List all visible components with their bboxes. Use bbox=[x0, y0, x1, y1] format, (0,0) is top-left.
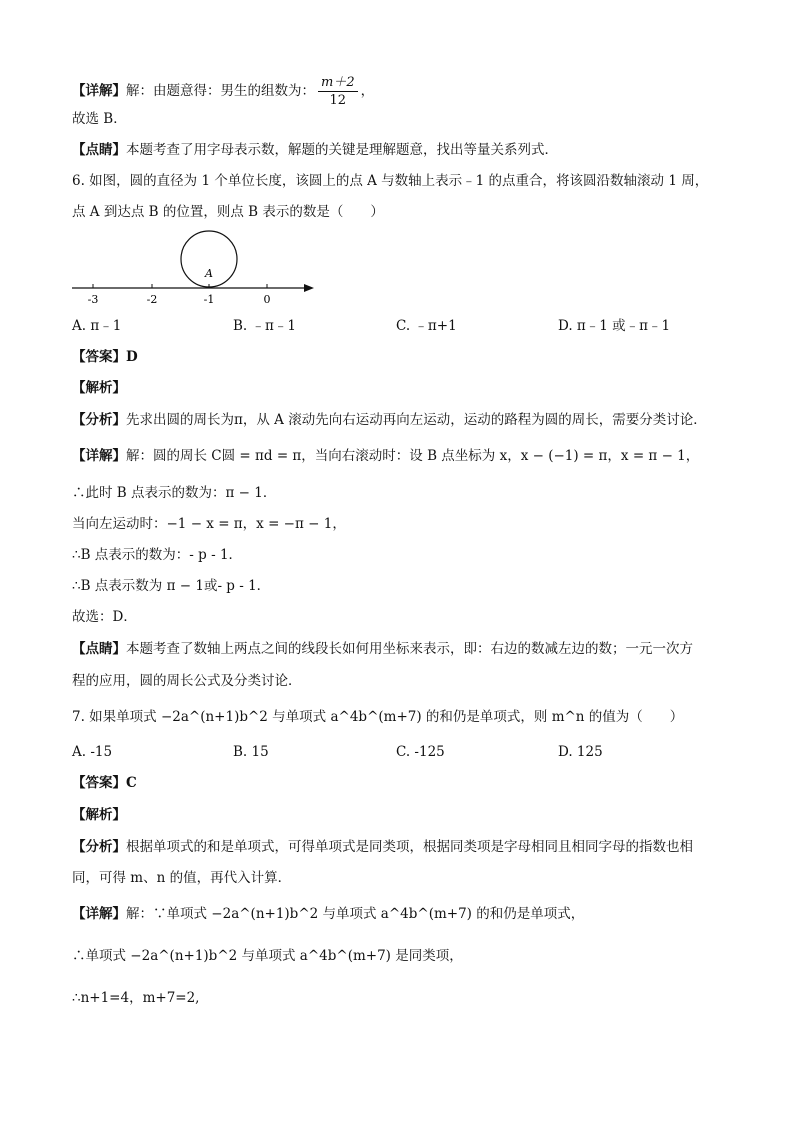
q6-step-a: ∴此时 B 点表示的数为：π − 1． bbox=[72, 485, 277, 501]
comment-tag: 【点睛】 bbox=[72, 142, 126, 158]
q7-answer: 【答案】C bbox=[72, 775, 137, 791]
q6-step-c: ∴B 点表示的数为：- p - 1． bbox=[72, 547, 243, 563]
point-a-label: A bbox=[205, 267, 213, 280]
q7-option-b[interactable]: B. 15 bbox=[233, 744, 269, 760]
tick-label: -2 bbox=[146, 293, 158, 306]
comment-paragraph bbox=[72, 141, 558, 159]
comment-text: 本题考查了用字母表示数，解题的关键是理解题意，找出等量关系列式． bbox=[126, 142, 558, 158]
xiangjie-text: 解：∵单项式 −2a^(n+1)b^2 与单项式 a^4b^(m+7) 的和仍是单项式， bbox=[126, 906, 585, 922]
q7-step-b: ∴n+1=4，m+7=2, bbox=[72, 990, 200, 1006]
fraction bbox=[318, 74, 358, 109]
tick-label: -1 bbox=[203, 293, 215, 306]
q6-dianjing bbox=[72, 640, 693, 658]
fenxi-tag: 【分析】 bbox=[72, 839, 126, 855]
q7-fenxi-cont: 同，可得 m、n 的值，再代入计算． bbox=[72, 870, 292, 886]
q6-step-e: 故选：D． bbox=[72, 609, 137, 625]
q7-fenxi bbox=[72, 838, 693, 856]
fenxi-tag: 【分析】 bbox=[72, 412, 126, 428]
q6-analysis-title: 【解析】 bbox=[72, 380, 126, 396]
axis-arrow-icon bbox=[304, 284, 314, 292]
xiangjie-tag: 【详解】 bbox=[72, 448, 126, 464]
xiangjie-text: 解：圆的周长 C圆 = πd = π，当向右滚动时：设 B 点坐标为 x，x − (−1) = π，x = π − 1， bbox=[126, 448, 700, 464]
q6-step-d: ∴B 点表示数为 π − 1或- p - 1． bbox=[72, 578, 271, 594]
detail-tag: 【详解】 bbox=[72, 83, 126, 99]
q6-option-d[interactable]: D. π﹣1 或﹣π﹣1 bbox=[558, 318, 671, 334]
q6-xiangjie bbox=[72, 447, 699, 465]
xiangjie-tag: 【详解】 bbox=[72, 906, 126, 922]
q6-fenxi bbox=[72, 411, 707, 429]
fraction-numerator: m＋2 bbox=[318, 74, 358, 92]
q6-answer: 【答案】D bbox=[72, 349, 138, 365]
q6-stem-line-2: 点 A 到达点 B 的位置，则点 B 表示的数是（ ） bbox=[72, 204, 384, 220]
q6-step-b: 当向左运动时：−1 − x = π，x = −π − 1， bbox=[72, 516, 346, 532]
q7-option-c[interactable]: C. -125 bbox=[396, 744, 445, 760]
choice-line: 故选 B． bbox=[72, 111, 127, 127]
number-line-figure bbox=[68, 227, 320, 309]
q6-dianjing-cont: 程的应用，圆的周长公式及分类讨论． bbox=[72, 673, 302, 689]
fraction-denominator: 12 bbox=[329, 93, 347, 108]
dianjing-tag: 【点睛】 bbox=[72, 641, 126, 657]
q6-option-c[interactable]: C. ﹣π+1 bbox=[396, 318, 457, 334]
detail-text: 解：由题意得：男生的组数为： bbox=[126, 83, 315, 99]
detail-paragraph bbox=[72, 74, 374, 109]
q7-step-a: ∴单项式 −2a^(n+1)b^2 与单项式 a^4b^(m+7) 是同类项， bbox=[72, 948, 463, 964]
q7-option-a[interactable]: A. -15 bbox=[72, 744, 113, 760]
dianjing-text-1: 本题考查了数轴上两点之间的线段长如何用坐标来表示，即：右边的数减左边的数；一元一次方 bbox=[126, 641, 693, 657]
q6-option-a[interactable]: A. π﹣1 bbox=[72, 318, 122, 334]
fenxi-text-1: 根据单项式的和是单项式，可得单项式是同类项，根据同类项是字母相同且相同字母的指数也相 bbox=[126, 839, 693, 855]
tick-label: -3 bbox=[87, 293, 99, 306]
fenxi-text: 先求出圆的周长为π，从 A 滚动先向右运动再向左运动，运动的路程为圆的周长，需要分类讨论． bbox=[126, 412, 707, 428]
q7-xiangjie bbox=[72, 905, 584, 923]
q7-option-d[interactable]: D. 125 bbox=[558, 744, 603, 760]
q7-analysis-title: 【解析】 bbox=[72, 807, 126, 823]
q7-stem: 7. 如果单项式 −2a^(n+1)b^2 与单项式 a^4b^(m+7) 的和仍是单项式，则 m^n 的值为（ ） bbox=[72, 709, 684, 725]
detail-post: ， bbox=[360, 83, 375, 99]
q6-option-b[interactable]: B. ﹣π﹣1 bbox=[233, 318, 296, 334]
q6-stem-line-1: 6. 如图，圆的直径为 1 个单位长度，该圆上的点 A 与数轴上表示﹣1 的点重合，将该圆沿数轴滚动 1 周， bbox=[72, 173, 709, 189]
tick-label: 0 bbox=[263, 293, 271, 306]
